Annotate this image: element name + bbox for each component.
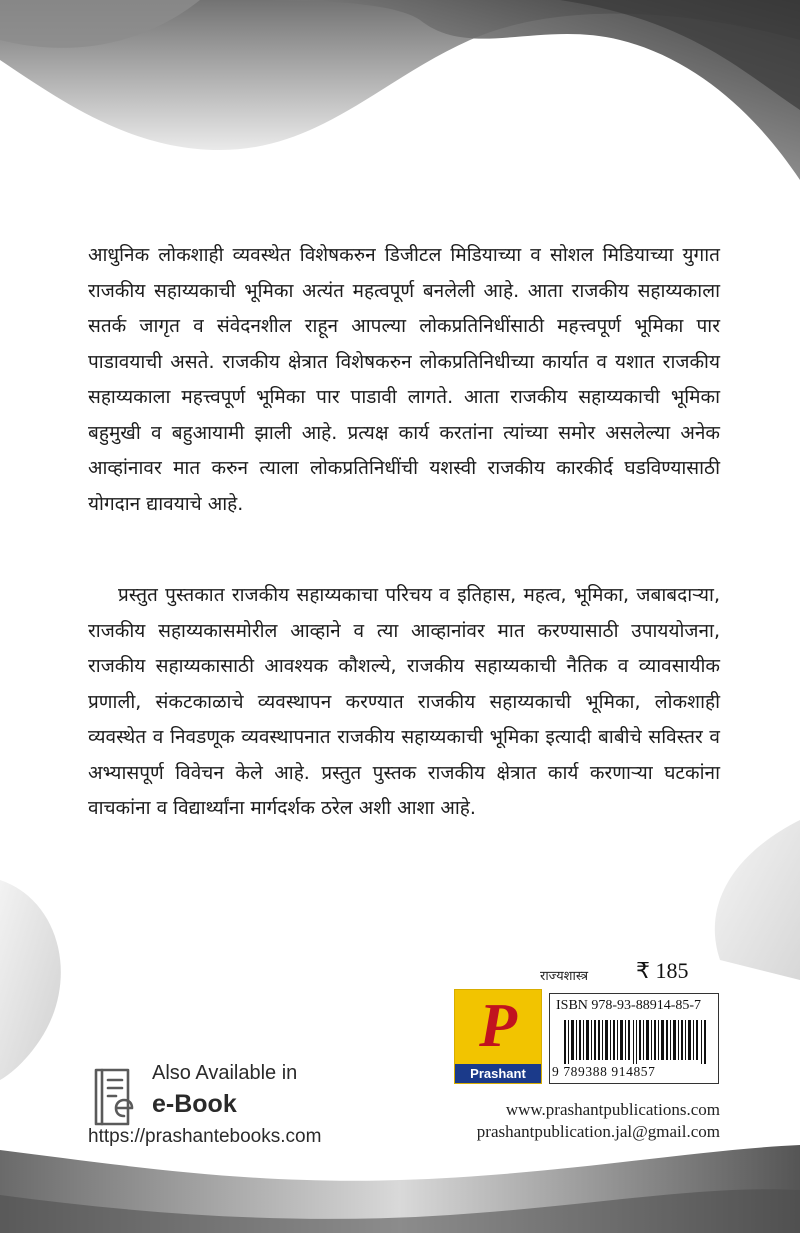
publisher-logo [454,989,542,1084]
ebook-format-text: e-Book [152,1090,237,1118]
barcode-bars [564,1020,706,1064]
price-label: ₹ 185 [636,958,689,983]
isbn-number: ISBN 978-93-88914-85-7 [556,998,702,1013]
publisher-email-link[interactable]: prashantpublication.jal@gmail.com [476,1122,720,1141]
ebook-icon [88,1066,140,1130]
subject-label: राज्यशास्त्र [540,969,589,984]
publisher-website-link[interactable]: www.prashantpublications.com [505,1100,720,1119]
barcode-number: 9 789388 914857 [552,1064,656,1079]
blurb-paragraph-2: प्रस्तुत पुस्तकात राजकीय सहाय्यकाचा परिचय व इतिहास, महत्व, भूमिका, जबाबदाऱ्या, राजकीय सहाय्यकासमोरील आव्हाने व त्या आव्हानांवर मात करण्यासाठी उपाययोजना, राजकीय सहाय्यकासाठी आवश्यक कौशल्ये, राजकीय सहाय्यकाची नैतिक व व्यावसायीक प्रणाली, संकटकाळाचे व्यवस्थापन करण्यात राजकीय सहाय्यकाची भूमिका, लोकशाही व्यवस्थेत व निवडणूक व्यवस्थापनात राजकीय सहाय्यकाची भूमिका इत्यादी बाबीचे सविस्तर व अभ्यासपूर्ण विवेचन केले आहे. प्रस्तुत पुस्तक राजकीय क्षेत्रात कार्य करणाऱ्या घटकांना वाचकांना व विद्यार्थ्यांना मार्गदर्शक ठरेल अशी आशा आहे. [88,584,720,819]
ebook-store-link[interactable]: https://prashantebooks.com [88,1126,322,1147]
blurb-paragraph-1: आधुनिक लोकशाही व्यवस्थेत विशेषकरुन डिजीटल मिडियाच्या व सोशल मिडियाच्या युगात राजकीय सहाय्यकाची भूमिका अत्यंत महत्वपूर्ण बनलेली आहे. आता राजकीय सहाय्यकाला सतर्क जागृत व संवेदनशील राहून आपल्या लोकप्रतिनिधींसाठी महत्त्वपूर्ण भूमिका पार पाडावयाची असते. राजकीय क्षेत्रात विशेषकरुन लोकप्रतिनिधीच्या कार्यात व यशात राजकीय सहाय्यकाला महत्त्वपूर्ण भूमिका पार पाडावी लागते. आता राजकीय सहाय्यकाची भूमिका बहुमुखी व बहुआयामी झाली आहे. प्रत्यक्ष कार्य करतांना त्यांच्या समोर असलेल्या अनेक आव्हांनावर मात करुन त्याला लोकप्रतिनिधींची यशस्वी राजकीय कारकीर्द घडविण्यासाठी योगदान द्यावयाचे आहे. [88,244,720,515]
ebook-availability-text: Also Available in [152,1062,298,1084]
isbn-barcode [549,993,719,1084]
logo-letter: P [479,992,517,1060]
logo-publisher-name: Prashant [455,1064,541,1083]
